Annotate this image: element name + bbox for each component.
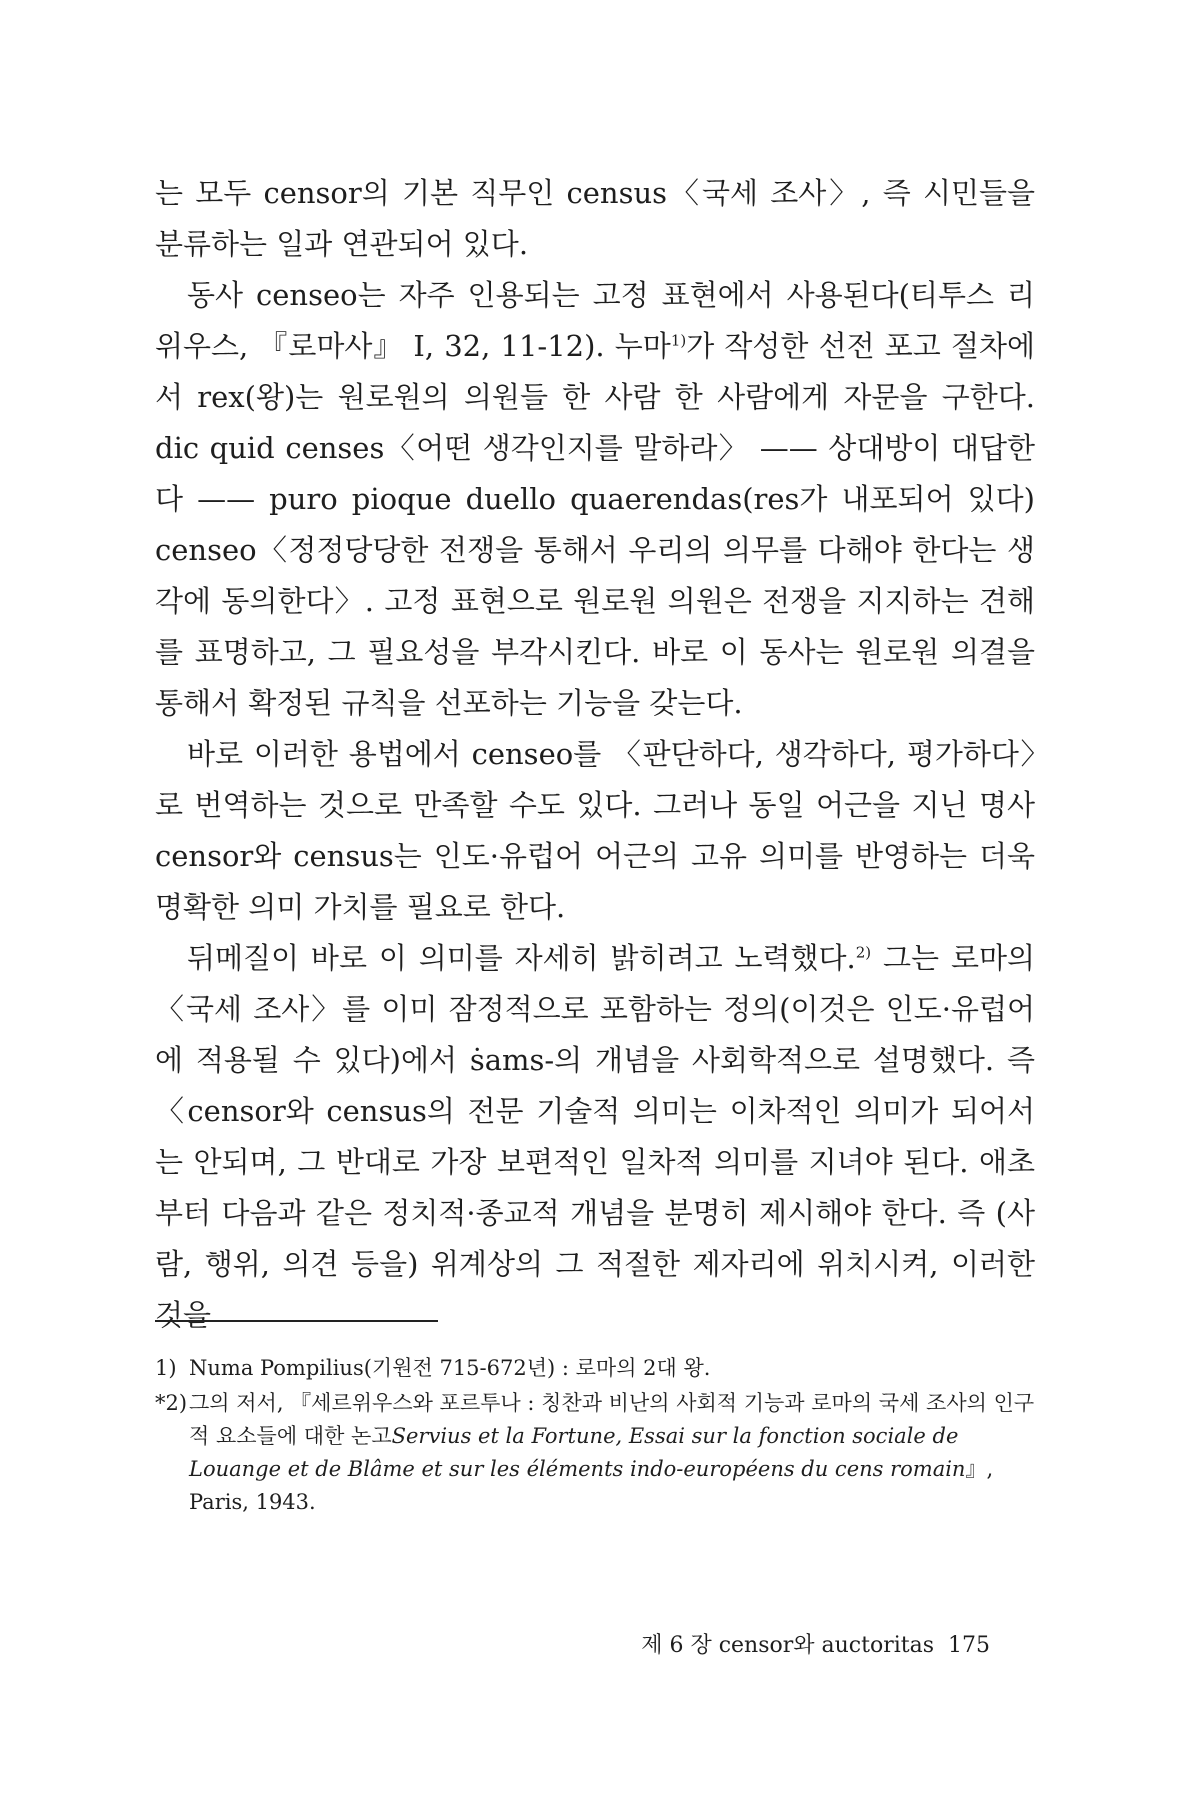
paragraph-text: 뒤메질이 바로 이 의미를 자세히 밝히려고 노력했다. [187, 941, 856, 975]
paragraph-text: 바로 이러한 용법에서 censeo를 〈판단하다, 생각하다, 평가하다〉로 번역하는 것으로 만족할 수도 있다. 그러나 동일 어근을 지닌 명사 censor와 census는 인도·유럽어 어근의 고유 의미를 반영하는 더욱 명확한 의미 가치를 필요로 한다. [155, 737, 1035, 924]
footnotes [155, 1352, 1035, 1521]
footnote-2 [155, 1387, 1035, 1519]
footnote-ref-1: 1) [670, 331, 687, 350]
book-title: Servius et la Fortune, Essai sur la fonction sociale de Louange et de Blâme et sur les éléments indo-européens du cens romain [189, 1424, 966, 1481]
footnote-ref-2: 2) [855, 943, 872, 962]
paragraph-4 [155, 933, 1035, 1341]
paragraph-text: 는 모두 censor의 기본 직무인 census〈국세 조사〉, 즉 시민들을 분류하는 일과 연관되어 있다. [155, 176, 1035, 261]
paragraph-text: 동사 censeo는 자주 인용되는 고정 표현에서 사용된다(티투스 리위우스, 『로마사』 I, 32, 11-12). 누마 [155, 278, 1035, 363]
footnote-text: Numa Pompilius(기원전 715-672년) : 로마의 2대 왕. [189, 1356, 711, 1380]
footnote-1 [155, 1352, 1035, 1385]
page-footer [641, 1628, 990, 1659]
footnote-divider [155, 1320, 438, 1322]
footnote-text: 그의 저서, 『세르위우스와 포르투나 : 칭찬과 비난의 사회적 기능과 로마의 국세 조사의 인구적 요소들에 대한 논고 [189, 1391, 1035, 1448]
paragraph-2 [155, 270, 1035, 729]
page-number: 175 [948, 1633, 990, 1658]
footnote-mark: 1) [155, 1356, 177, 1380]
paragraph-text-cont: 가 작성한 선전 포고 절차에서 rex(왕)는 원로원의 의원들 한 사람 한 사람에게 자문을 구한다. dic quid censes〈어떤 생각인지를 말하라〉 —— 상대방이 대답한다 —— puro pioque duello quaerendas(res가 내포되어 있다) censeo〈정정당당한 전쟁을 통해서 우리의 의무를 다해야 한다는 생각에 동의한다〉. 고정 표현으로 원로원 의원은 전쟁을 지지하는 견해를 표명하고, 그 필요성을 부각시킨다. 바로 이 동사는 원로원 의결을 통해서 확정된 규칙을 선포하는 기능을 갖는다. [155, 329, 1035, 720]
footnote-text-cont: 』, Paris, 1943. [189, 1457, 994, 1514]
paragraph-1 [155, 168, 1035, 270]
paragraph-text-cont: 그는 로마의 〈국세 조사〉를 이미 잠정적으로 포함하는 정의(이것은 인도·유럽어에 적용될 수 있다)에서 ṡams-의 개념을 사회학적으로 설명했다. 즉 〈censor와 census의 전문 기술적 의미는 이차적인 의미가 되어서는 안되며, 그 반대로 가장 보편적인 일차적 의미를 지녀야 된다. 애초부터 다음과 같은 정치적·종교적 개념을 분명히 제시해야 한다. 즉 (사람, 행위, 의견 등을) 위계상의 그 적절한 제자리에 위치시켜, 이러한 것을 [155, 941, 1035, 1332]
paragraph-3 [155, 729, 1035, 933]
body-text [155, 168, 1035, 1341]
footnote-mark: *2) [155, 1391, 188, 1415]
running-footer: 제 6 장 censor와 auctoritas [641, 1633, 934, 1658]
